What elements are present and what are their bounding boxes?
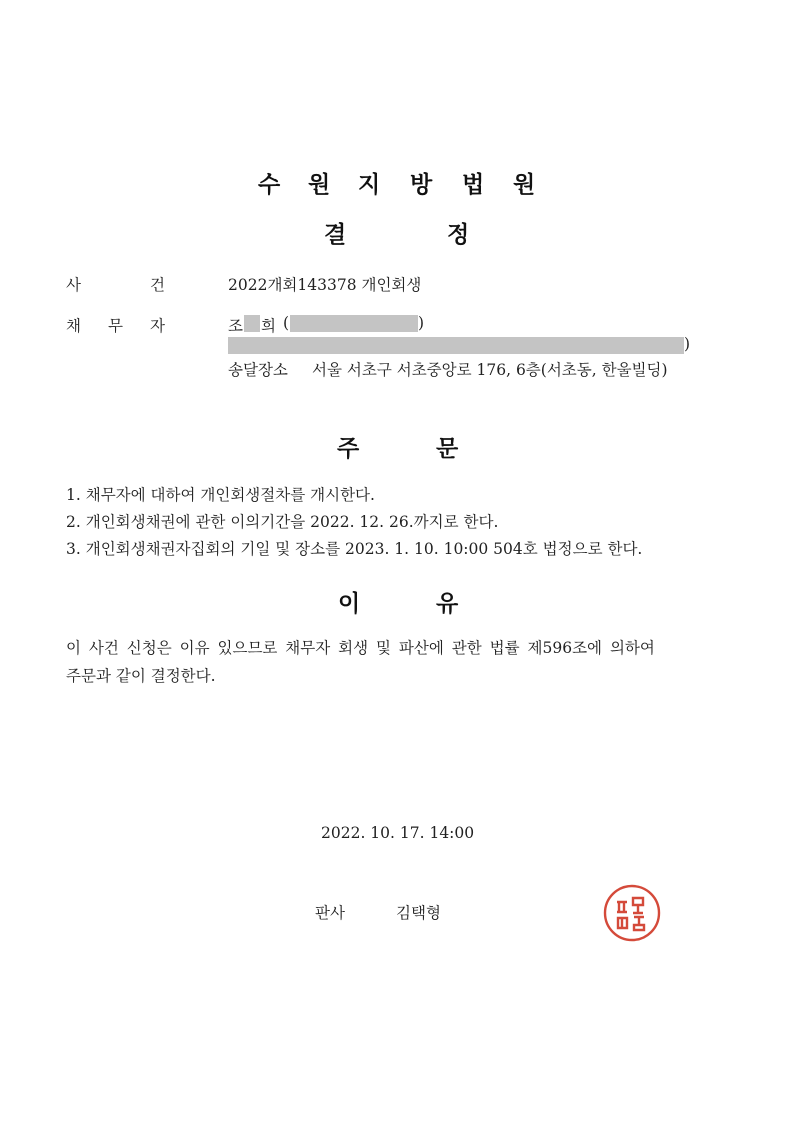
judge-title: 판사	[315, 904, 345, 922]
reason-heading-char: 유	[436, 591, 459, 617]
judge-name: 김택형	[396, 904, 441, 922]
case-label-char: 건	[150, 276, 165, 294]
paren-open: (	[283, 314, 290, 332]
order-item: 3. 개인회생채권자집회의 기일 및 장소를 2023. 1. 10. 10:00 504호 법정으로 한다.	[66, 540, 643, 558]
court-name-char: 원	[308, 172, 331, 198]
service-label: 송달장소	[228, 361, 288, 379]
reason-heading-char: 이	[338, 591, 361, 617]
doc-title-char: 정	[447, 222, 470, 248]
court-name-char: 원	[513, 172, 536, 198]
debtor-label-char: 무	[108, 317, 123, 335]
debtor-name-last: 희	[261, 317, 276, 335]
doc-title-char: 결	[324, 222, 347, 248]
order-item: 2. 개인회생채권에 관한 이의기간을 2022. 12. 26.까지로 한다.	[66, 513, 499, 531]
decision-date: 2022. 10. 17. 14:00	[321, 824, 475, 842]
debtor-label-char: 자	[150, 317, 165, 335]
redaction-block	[290, 315, 418, 332]
redaction-block	[228, 337, 684, 354]
order-item: 1. 채무자에 대하여 개인회생절차를 개시한다.	[66, 486, 375, 504]
court-name-char: 지	[358, 172, 381, 198]
paren-close: )	[418, 314, 425, 332]
court-name-char: 수	[258, 172, 281, 198]
service-address: 서울 서초구 서초중앙로 176, 6층(서초동, 한울빌딩)	[312, 361, 668, 379]
case-label-char: 사	[66, 276, 81, 294]
court-seal-icon	[600, 881, 664, 945]
case-number: 2022개회143378 개인회생	[228, 276, 422, 294]
order-heading-char: 주	[337, 436, 360, 462]
redaction-block	[244, 315, 260, 332]
order-heading-char: 문	[436, 436, 459, 462]
court-name-char: 방	[410, 172, 433, 198]
reason-line: 이 사건 신청은 이유 있으므로 채무자 회생 및 파산에 관한 법률 제596조에 의하여	[66, 639, 655, 657]
address-close: )	[684, 335, 691, 353]
reason-line: 주문과 같이 결정한다.	[66, 667, 216, 685]
court-name-char: 법	[462, 172, 485, 198]
debtor-label-char: 채	[66, 317, 81, 335]
debtor-name-first: 조	[228, 317, 243, 335]
